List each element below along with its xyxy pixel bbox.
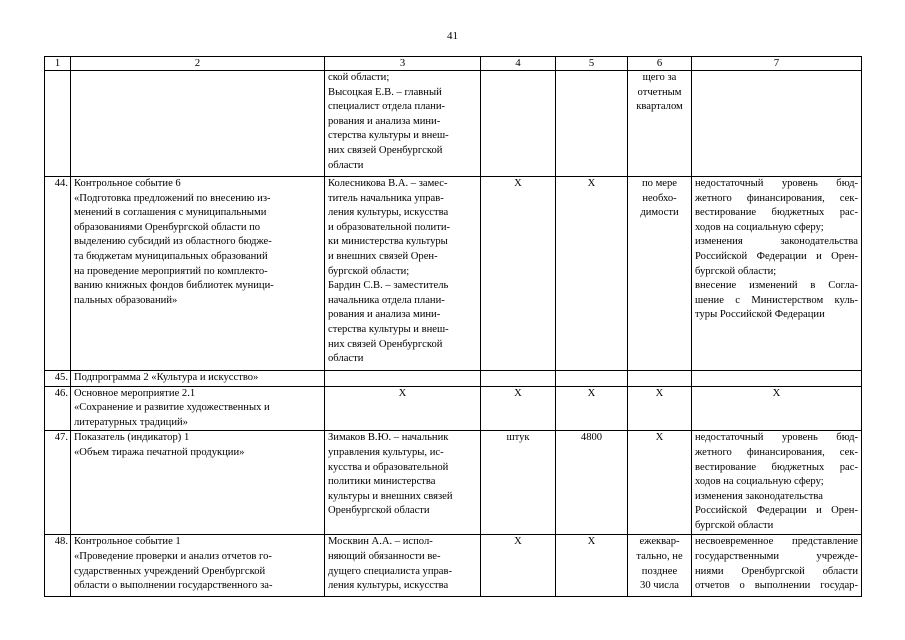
value-cell: X [556,386,628,431]
plan-table [44,56,862,597]
responsible-cell: Москвин А.А. – испол- няющий обязанности ве- дущего специалиста управ- ления культуры, искусства [325,535,481,597]
column-number: 7 [692,57,862,71]
table-row [45,431,862,535]
table-row [45,371,862,387]
row-number [45,71,71,177]
column-number: 5 [556,57,628,71]
deadline-cell: по мере необхо- димости [628,177,692,371]
column-number: 4 [481,57,556,71]
row-number: 47. [45,431,71,535]
event-cell: Основное мероприятие 2.1 «Сохранение и развитие художественных и литературных традиций» [71,386,325,431]
risk-cell: несвоевременное представление государственными учрежде- ниями Оренбургской области отчетов о выполнении государ- [692,535,862,597]
column-number: 3 [325,57,481,71]
responsible-cell: Зимаков В.Ю. – начальник управления культуры, ис- кусства и образовательной политики министерства культуры и внешних связей Оренбургской области [325,431,481,535]
unit-cell: штук [481,431,556,535]
table-row [45,535,862,597]
column-number: 2 [71,57,325,71]
table-row [45,386,862,431]
row-number: 45. [45,371,71,387]
value-cell [556,71,628,177]
value-cell [556,371,628,387]
table-row [45,177,862,371]
value-cell: X [556,177,628,371]
page-number: 41 [447,30,458,42]
deadline-cell: X [628,431,692,535]
unit-cell [481,371,556,387]
unit-cell: X [481,386,556,431]
event-cell: Контрольное событие 1 «Проведение проверки и анализ отчетов го- сударственных учреждений Оренбургской области о выполнении государственного за- [71,535,325,597]
column-number-row [45,57,862,71]
value-cell: 4800 [556,431,628,535]
responsible-cell: X [325,386,481,431]
risk-cell: X [692,386,862,431]
column-number: 1 [45,57,71,71]
column-number: 6 [628,57,692,71]
risk-cell: недостаточный уровень бюд- жетного финансирования, сек- вестирование бюджетных рас- ходов на социальную сферу; изменения законодательства Российской Федерации и Орен- бургской области; внесение изменений в Согла- шение с Министерством куль- туры Российской Федерации [692,177,862,371]
table-row [45,71,862,177]
row-number: 44. [45,177,71,371]
unit-cell [481,71,556,177]
risk-cell [692,71,862,177]
unit-cell: X [481,535,556,597]
unit-cell: X [481,177,556,371]
event-cell: Контрольное событие 6 «Подготовка предложений по внесению из- менений в соглашения с муниципальными образованиями Оренбургской области по выделению субсидий из областного бюдже- та бюджетам муниципальных образований на проведение мероприятий по комплекто- ванию книжных фондов библиотек муници- пальных образований» [71,177,325,371]
value-cell: X [556,535,628,597]
deadline-cell: щего за отчетным кварталом [628,71,692,177]
responsible-cell [325,371,481,387]
responsible-cell: ской области; Высоцкая Е.В. – главный специалист отдела плани- рования и анализа мини- стерства культуры и внеш- них связей Оренбургской области [325,71,481,177]
subprogram-cell: Подпрограмма 2 «Культура и искусство» [71,371,325,387]
row-number: 46. [45,386,71,431]
risk-cell [692,371,862,387]
deadline-cell: X [628,386,692,431]
responsible-cell: Колесникова В.А. – замес- титель начальника управ- ления культуры, искусства и образовательной полити- ки министерства культуры и внешних связей Орен- бургской области; Бардин С.В. – заместитель начальника отдела плани- рования и анализа мини- стерства культуры и внеш- них связей Оренбургской области [325,177,481,371]
event-cell [71,71,325,177]
risk-cell: недостаточный уровень бюд- жетного финансирования, сек- вестирование бюджетных рас- ходов на социальную сферу; изменения законодательства Российской Федерации и Орен- бургской области [692,431,862,535]
deadline-cell [628,371,692,387]
row-number: 48. [45,535,71,597]
deadline-cell: ежеквар- тально, не позднее 30 числа [628,535,692,597]
event-cell: Показатель (индикатор) 1 «Объем тиража печатной продукции» [71,431,325,535]
